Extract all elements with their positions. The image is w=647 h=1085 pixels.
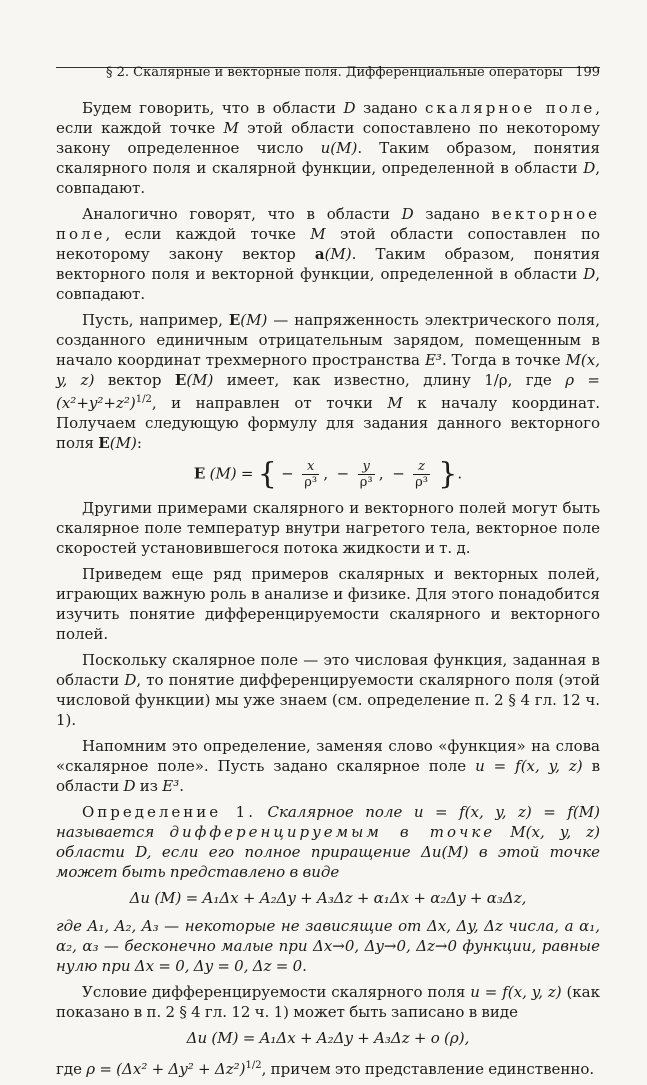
formula-increment-o: Δu (M) = A₁Δx + A₂Δy + A₃Δz + o (ρ), <box>186 1029 470 1047</box>
paragraph-scalar-field-definition: Будем говорить, что в области D задано скалярное поле, если каждой точке M этой области сопоставлено по некоторому закону определенное число u(M). Таким образом, понятия скалярного поля и скалярной функции, определенной в области D, совпадают. <box>56 99 601 197</box>
section-title: § 2. Скалярные и векторные поля. Дифференциальные операторы <box>106 65 563 80</box>
spaced-term: скалярное поле <box>425 99 596 117</box>
paragraph-other-examples: Другими примерами скалярного и векторного полей могут быть скалярное поле температур внутри нагретого тела, векторное поле скоростей установившегося потока жидкости и т. д. <box>56 499 600 557</box>
paragraph-electric-field-example: Пусть, например, E(M) — напряженность электрического поля, созданного единичным отрицательным зарядом, помещенным в начало координат трехмерного пространства E³. Тогда в точке M(x, y, z) вектор E(M) имеет, как известно, длину 1/ρ, где $\rho = (x^2+y^2+z^2)^{1/2}$, и направлен от точки M к началу координат. Получаем следующую формулу для задания данного векторного поля E(M): <box>56 311 601 452</box>
spaced-term: дифференцируемым в точке <box>169 823 496 841</box>
paragraph-definition-1: Определение 1. Скалярное поле u = f(x, y, z) = f(M) называется дифференцируемым в точке M(x, y, z) области D, если его полное приращение Δu(M) в этой точке может быть представлено в виде <box>56 803 601 881</box>
paragraph-where-constants: где A₁, A₂, A₃ — некоторые не зависящие от Δx, Δy, Δz числа, а α₁, α₂, α₃ — бесконечно малые при Δx→0, Δy→0, Δz→0 функции, равные нулю при Δx = 0, Δy = 0, Δz = 0. <box>56 917 600 975</box>
formula-increment: Δu (M) = A₁Δx + A₂Δy + A₃Δz + α₁Δx + α₂Δy + α₃Δz, <box>129 889 527 907</box>
page-number: 199 <box>575 65 600 80</box>
spaced-term: векторное поле <box>56 205 600 243</box>
paragraph-rho-definition: где $\rho = (\Delta x^2 + \Delta y^2 + \Delta z^2)^{1/2}$, причем это представление единственно. <box>56 1060 595 1078</box>
definition-label: Определение 1. <box>82 803 256 821</box>
paragraph-more-examples: Приведем еще ряд примеров скалярных и векторных полей, играющих важную роль в анализе и физике. Для этого понадобится изучить понятие дифференцируемости скалярного и векторного полей. <box>56 565 600 643</box>
paragraph-scalar-differentiability: Поскольку скалярное поле — это числовая функция, заданная в области D, то понятие дифференцируемости скалярного поля (этой числовой функции) мы уже знаем (см. определение п. 2 § 4 гл. 12 ч. 1). <box>56 651 601 729</box>
paragraph-vector-field-definition: Аналогично говорят, что в области D задано векторное поле, если каждой точке M этой области сопоставлен по некоторому закону вектор a(M). Таким образом, понятия векторного поля и векторной функции, определенной в области D, совпадают. <box>56 205 600 303</box>
page-body <box>56 98 600 1085</box>
running-header <box>56 64 600 80</box>
paragraph-recall-definition: Напомним это определение, заменяя слово «функция» на слова «скалярное поле». Пусть задано скалярное поле u = f(x, y, z) в области D из E³. <box>56 737 601 795</box>
paragraph-condition: Условие дифференцируемости скалярного поля u = f(x, y, z) (как показано в п. 2 § 4 гл. 12 ч. 1) может быть записано в виде <box>56 983 600 1021</box>
formula-electric-field: E (M) = { − $\frac{x}{\text{ρ³}}$ , − $\frac{y}{\text{ρ³}}$ , − $\frac{z}{\text{ρ³}}$ }. <box>193 456 463 492</box>
